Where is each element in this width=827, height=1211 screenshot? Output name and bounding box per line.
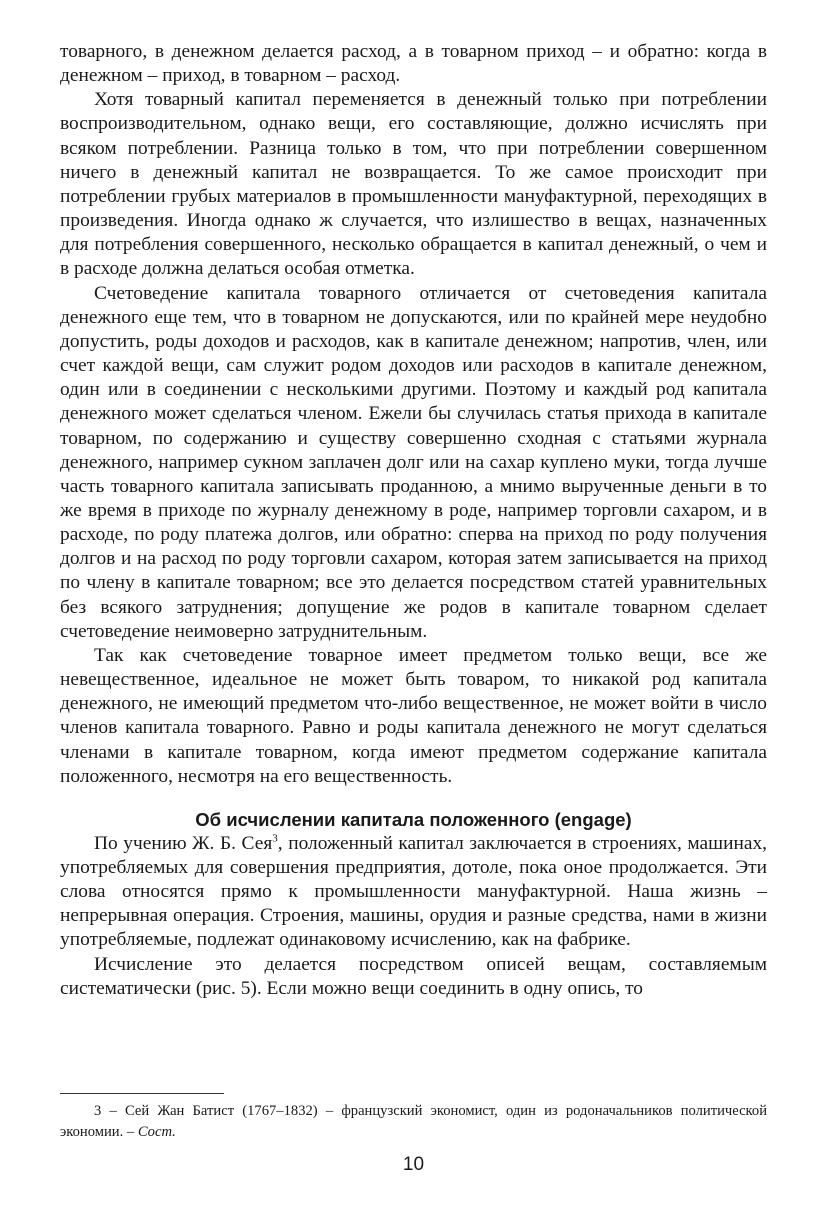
paragraph-material-goods: Так как счетоведение товарное имеет предметом только вещи, все же невещественное, идеальное не может быть товаром, то никакой род капитала денежного, не имеющий предметом что-либо вещественное, не может войти в число членов капитала товарного. Равно и роды капитала денежного не могут сделаться членами в капитале товарном, когда имеют предметом содержание капитала положенного, несмотря на его вещественность. bbox=[60, 644, 767, 787]
paragraph-accounting-differences: Счетоведение капитала товарного отличается от счетоведения капитала денежного еще тем, что в товарном не допускаются, или по крайней мере неудобно допустить, роды доходов и расходов, как в капитале денежном; напротив, член, или счет каждой вещи, сам служит родом доходов или расходов в капитале денежном, один или в соединении с несколькими другими. Поэтому и каждый род капитала денежного может сделаться членом. Ежели бы случилась статья прихода в капитале товарном, по содержанию и существу совершенно сходная с статьями журнала денежного, например сукном заплачен долг или на сахар куплено муки, тогда лучше часть товарного капитала записывать проданною, а мнимо вырученные деньги в то же время в приходе по журналу денежному в роде, например торговли сахаром, и в расходе, по роду платежа долгов, или обратно: сперва на приход по роду получения долгов и на расход по роду торговли сахаром, которая затем записывается на приход по члену в капитале товарном; все это делается посредством статей уравнительных без всякого затруднения; допущение же родов в капитале товарном сделает счетоведение неимоверно затруднительным. bbox=[60, 282, 767, 642]
paragraph-consumption: Хотя товарный капитал переменяется в денежный только при потреблении воспроизводительном, однако вещи, его составляющие, должно исчислять при всяком потреблении. Разница только в том, что при потреблении совершенном ничего в денежный капитал не возвращается. То же самое происходит при потреблении грубых материалов в промышленности мануфактурной, переходящих в произведения. Иногда однако ж случается, что излишество в вещах, назначенных для потребления совершенного, несколько обращается в капитал денежный, о чем и в расходе должна делаться особая отметка. bbox=[60, 89, 767, 280]
footnote-text: 3 – Сей Жан Батист (1767–1832) – французский экономист, один из родоначальников политической экономии. – bbox=[60, 1103, 767, 1140]
footnote-body bbox=[60, 1101, 767, 1143]
section-heading: Об исчислении капитала положенного (engage) bbox=[195, 808, 632, 830]
paragraph-continued: товарного, в денежном делается расход, а в товарном приход – и обратно: когда в денежном – приход, в товарном – расход. bbox=[60, 41, 767, 87]
paragraph-inventories: Исчисление это делается посредством описей вещам, составляемым систематически (рис. 5). Если можно вещи соединить в одну опись, то bbox=[60, 953, 767, 999]
footnote-source: Сост. bbox=[137, 1124, 176, 1140]
body-text bbox=[60, 40, 767, 1001]
footnote-divider bbox=[60, 1093, 224, 1094]
page-number: 10 bbox=[402, 1154, 425, 1175]
paragraph-say-start: По учению Ж. Б. Сея bbox=[94, 832, 273, 854]
footnote bbox=[60, 1101, 767, 1143]
paragraph-say-teaching bbox=[60, 832, 767, 953]
paragraph-say-rest: , положенный капитал заключается в строениях, машинах, употребляемых для совершения предприятия, дотоле, пока оное продолжается. Эти слова относятся прямо к промышленности мануфактурной. Наша жизнь – непрерывная операция. Строения, машины, орудия и разные средства, нами в жизни употребляемые, подлежат одинаковому исчислению, как на фабрике. bbox=[60, 832, 767, 951]
footnote-reference[interactable]: 3 bbox=[272, 832, 278, 845]
